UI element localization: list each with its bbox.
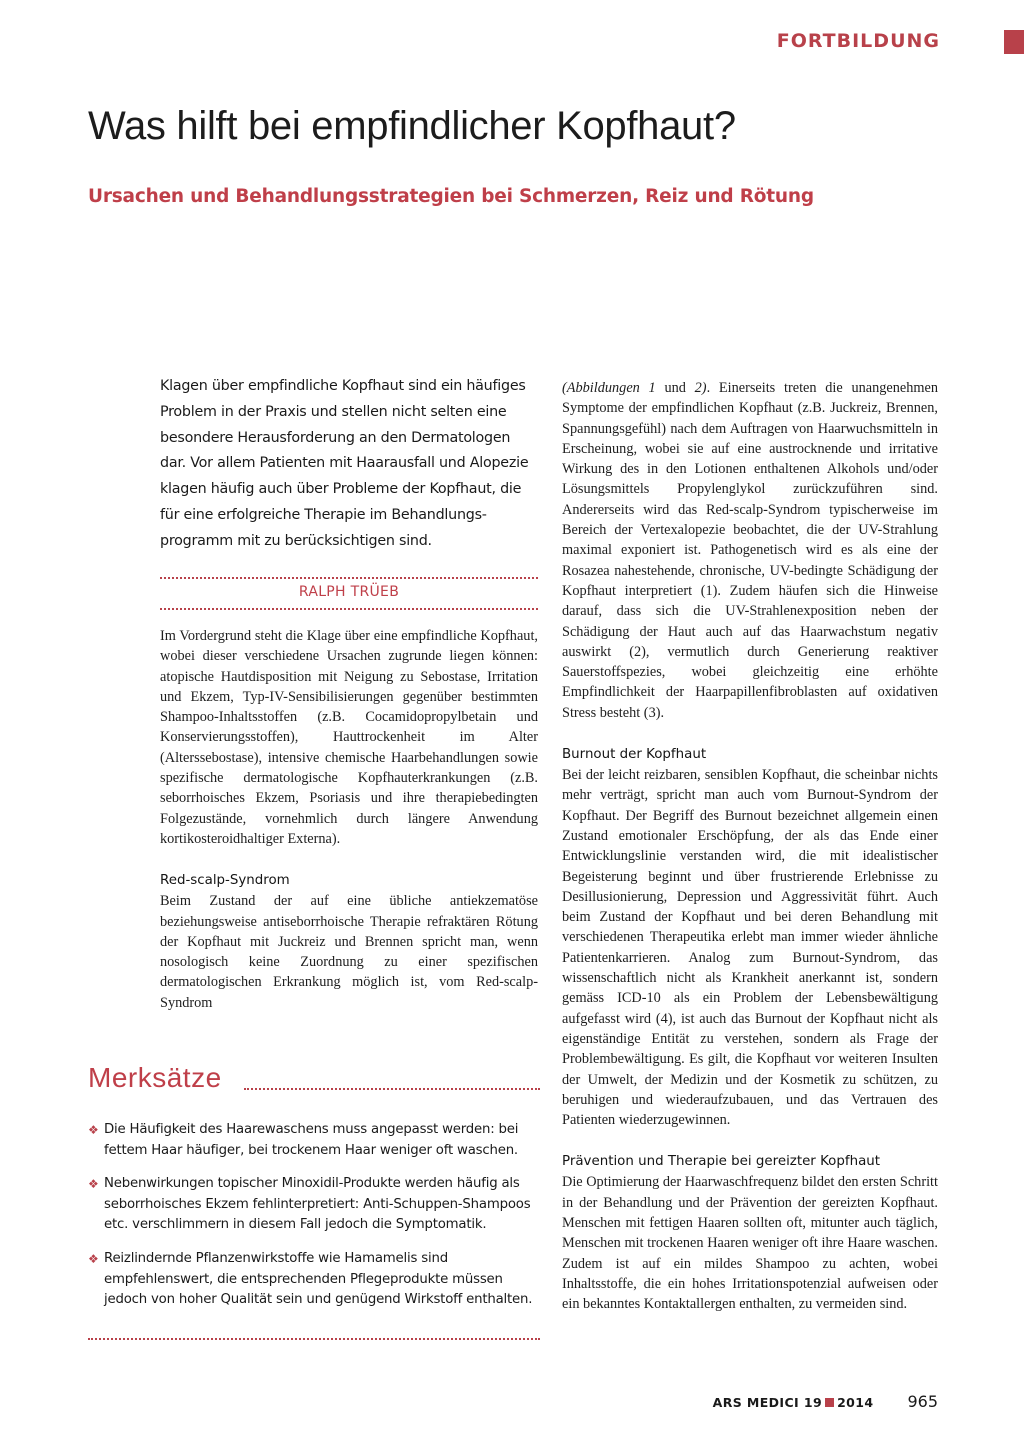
page-subtitle: Ursachen und Behandlungsstrategien bei Schmerzen, Reiz und Rötung — [88, 186, 814, 207]
heading-red-scalp: Red-scalp-Syndrom — [160, 873, 290, 889]
lead-paragraph: Klagen über empfindliche Kopfhaut sind ein häufiges Problem in der Praxis und stellen nicht selten eine besondere Herausforderung an den Dermatologen dar. Vor allem Patienten mit Haarausfall und Alopezie klagen häufig auch über Probleme der Kopfhaut, die für eine erfolgreiche Therapie im Behandlungs-programm mit zu berücksichtigen sind. — [160, 378, 529, 549]
footer-square-icon — [825, 1398, 834, 1407]
heading-burnout: Burnout der Kopfhaut — [562, 747, 707, 763]
praevention-paragraph: Die Optimierung der Haarwaschfrequenz bildet den ersten Schritt in der Behandlung und der Prävention der gereizten Kopfhaut. Menschen mit fettigen Haaren sollten oft, mitunter auch täglich, Menschen mit trockenen Haaren weniger oft ihre Haare waschen. Zudem ist auf ein mildes Shampoo zu achten, wobei Inhaltsstoffe, die ein hohes Irritationspotenzial aufweisen oder ein bekanntes Kontaktallergen enthalten, zu vermeiden sind. — [562, 1174, 938, 1313]
merksatz-item — [88, 1120, 540, 1161]
diamond-bullet-icon: ❖ — [88, 1251, 99, 1266]
journal-year: 2014 — [837, 1395, 874, 1410]
burnout-paragraph: Bei der leicht reizbaren, sensiblen Kopfhaut, die scheinbar nichts mehr verträgt, spricht man auch vom Burnout-Syndrom der Kopfhaut. Der Begriff des Burnout bezeichnet allgemein einen Zustand emotionaler Erschöpfung, der als das Ende einer Entwicklungslinie verstanden wird, die mit idealistischer Begeisterung beginnt und über frustrierende Erlebnisse zu Desillusionierung, Depression und Aggressivität führt. Auch beim Zustand der Kopfhaut und bei deren Behandlung mit verschiedenen Therapeutika erlebt man immer wieder ähnliche Patientenkarrieren. Analog zum Burnout-Syndrom, das wissenschaftlich nicht als Krankheit anerkannt ist, sondern gemäss ICD-10 als ein Problem der Lebensbewältigung aufgefasst wird (4), ist auch das Burnout der Kopfhaut nicht als eigenständige Entität zu verstehen, sondern als Frage der Problembewältigung. Es gilt, die Kopfhaut vor weiteren Insulten der Umwelt, der Medizin und der Kosmetik zu schützen, zu beruhigen und wiederaufzubauen, und das Vertrauen des Patienten wiederzugewinnen. — [562, 767, 938, 1129]
section-marker — [1004, 30, 1024, 54]
page-footer — [713, 1392, 938, 1411]
author-divider-top — [160, 577, 538, 579]
intro-paragraph: Im Vordergrund steht die Klage über eine empfindliche Kopfhaut, wobei dieser verschiedene Ursachen zugrunde liegen können: atopische Hautdisposition mit Neigung zu Sebostase, Irritation und Ekzem, Typ-IV-Sensibilisierungen gegenüber bestimmten Shampoo-Inhaltsstoffen (z.B. Cocamidopropylbetain und Konservierungsstoffen), Hauttrockenheit im Alter (Alterssebostase), intensive chemische Haarbehandlungen sowie spezifische dermatologische Kopfhauterkrankungen (z.B. seborrhoisches Ekzem, Psoriasis und ihre therapiebedingten Folgezustände, vornehmlich durch längere Anwendung kortikosteroidhaltiger Externa). — [160, 628, 538, 847]
merksatz-item — [88, 1174, 540, 1236]
page-number: 965 — [907, 1392, 938, 1411]
figure-ref-2: 2) — [694, 380, 707, 396]
continued-text: . Einerseits treten die unangenehmen Symptome der empfindlichen Kopfhaut (z.B. Juckreiz, Brennen, Spannungsgefühl) nach dem Auftragen von Haarwuchsmitteln in Erscheinung, wobei sie auf eine austrocknende und irritative Wirkung des in den Lotionen enthaltenen Alkohols und/oder Lösungsmittels Propylenglykol zurückzuführen sind. Andererseits wird das Red-scalp-Syndrom typischerweise im Bereich der Vertexalopezie beobachtet, die der UV-Strahlung maximal exponiert ist. Pathogenetisch wird es als eine der Rosazea nahestehende, chronische, UV-bedingte Schädigung der Kopfhaut interpretiert (1). Zudem häufen sich die Hinweise darauf, dass sich die UV-Strahlenexposition neben der Schädigung der Haut auch auf das Haarwachstum negativ auswirkt (2), vermutlich durch Generierung reaktiver Sauerstoffspezies, wobei gleichzeitig eine erhöhte Empfindlichkeit der Haarpapillenfibroblasten auf oxidativen Stress besteht (3). — [562, 380, 939, 721]
author-divider-bottom — [160, 608, 538, 610]
body-column-left — [160, 626, 538, 1013]
merksaetze-list — [88, 1120, 540, 1324]
section-label: FORTBILDUNG — [776, 30, 940, 52]
merksaetze-bottom-divider — [88, 1338, 540, 1340]
figure-ref-and: und — [655, 380, 695, 396]
diamond-bullet-icon: ❖ — [88, 1177, 99, 1192]
merksaetze-title-divider — [244, 1088, 540, 1090]
diamond-bullet-icon: ❖ — [88, 1123, 99, 1137]
red-scalp-paragraph: Beim Zustand der auf eine übliche antiekzematöse beziehungsweise antiseborrhoische Therapie refraktären Rötung der Kopfhaut mit Juckreiz und Brennen spricht man, wenn nosologisch keine Zuordnung zu einer spezifischen dermatologischen Erkrankung möglich ist, vom Red-scalp-Syndrom — [160, 893, 538, 1011]
body-column-right — [562, 378, 938, 1314]
figure-ref: (Abbildungen 1 — [562, 380, 656, 396]
heading-praevention: Prävention und Therapie bei gereizter Kopfhaut — [562, 1154, 881, 1170]
merksatz-item — [88, 1249, 540, 1311]
merksatz-text: Reizlindernde Pflanzenwirkstoffe wie Hamamelis sind empfehlenswert, die entsprechenden Pflegeprodukte müssen jedoch von hoher Qualität sein und genügend Wirkstoff enthalten. — [104, 1250, 533, 1308]
merksaetze-title: Merksätze — [88, 1062, 222, 1093]
journal-name: ARS MEDICI 19 — [712, 1395, 823, 1410]
merksatz-text: Die Häufigkeit des Haarewaschens muss angepasst werden: bei fettem Haar häufiger, bei trockenem Haar weniger oft waschen. — [104, 1122, 519, 1158]
merksatz-text: Nebenwirkungen topischer Minoxidil-Produkte werden häufig als seborrhoisches Ekzem fehlinterpretiert: Anti-Schuppen-Shampoos etc. verschlimmern in diesem Fall jedoch die Symptomatik. — [104, 1176, 531, 1233]
page-title: Was hilft bei empfindlicher Kopfhaut? — [88, 104, 736, 148]
continued-paragraph — [562, 378, 938, 723]
author-name: RALPH TRÜEB — [298, 584, 400, 600]
